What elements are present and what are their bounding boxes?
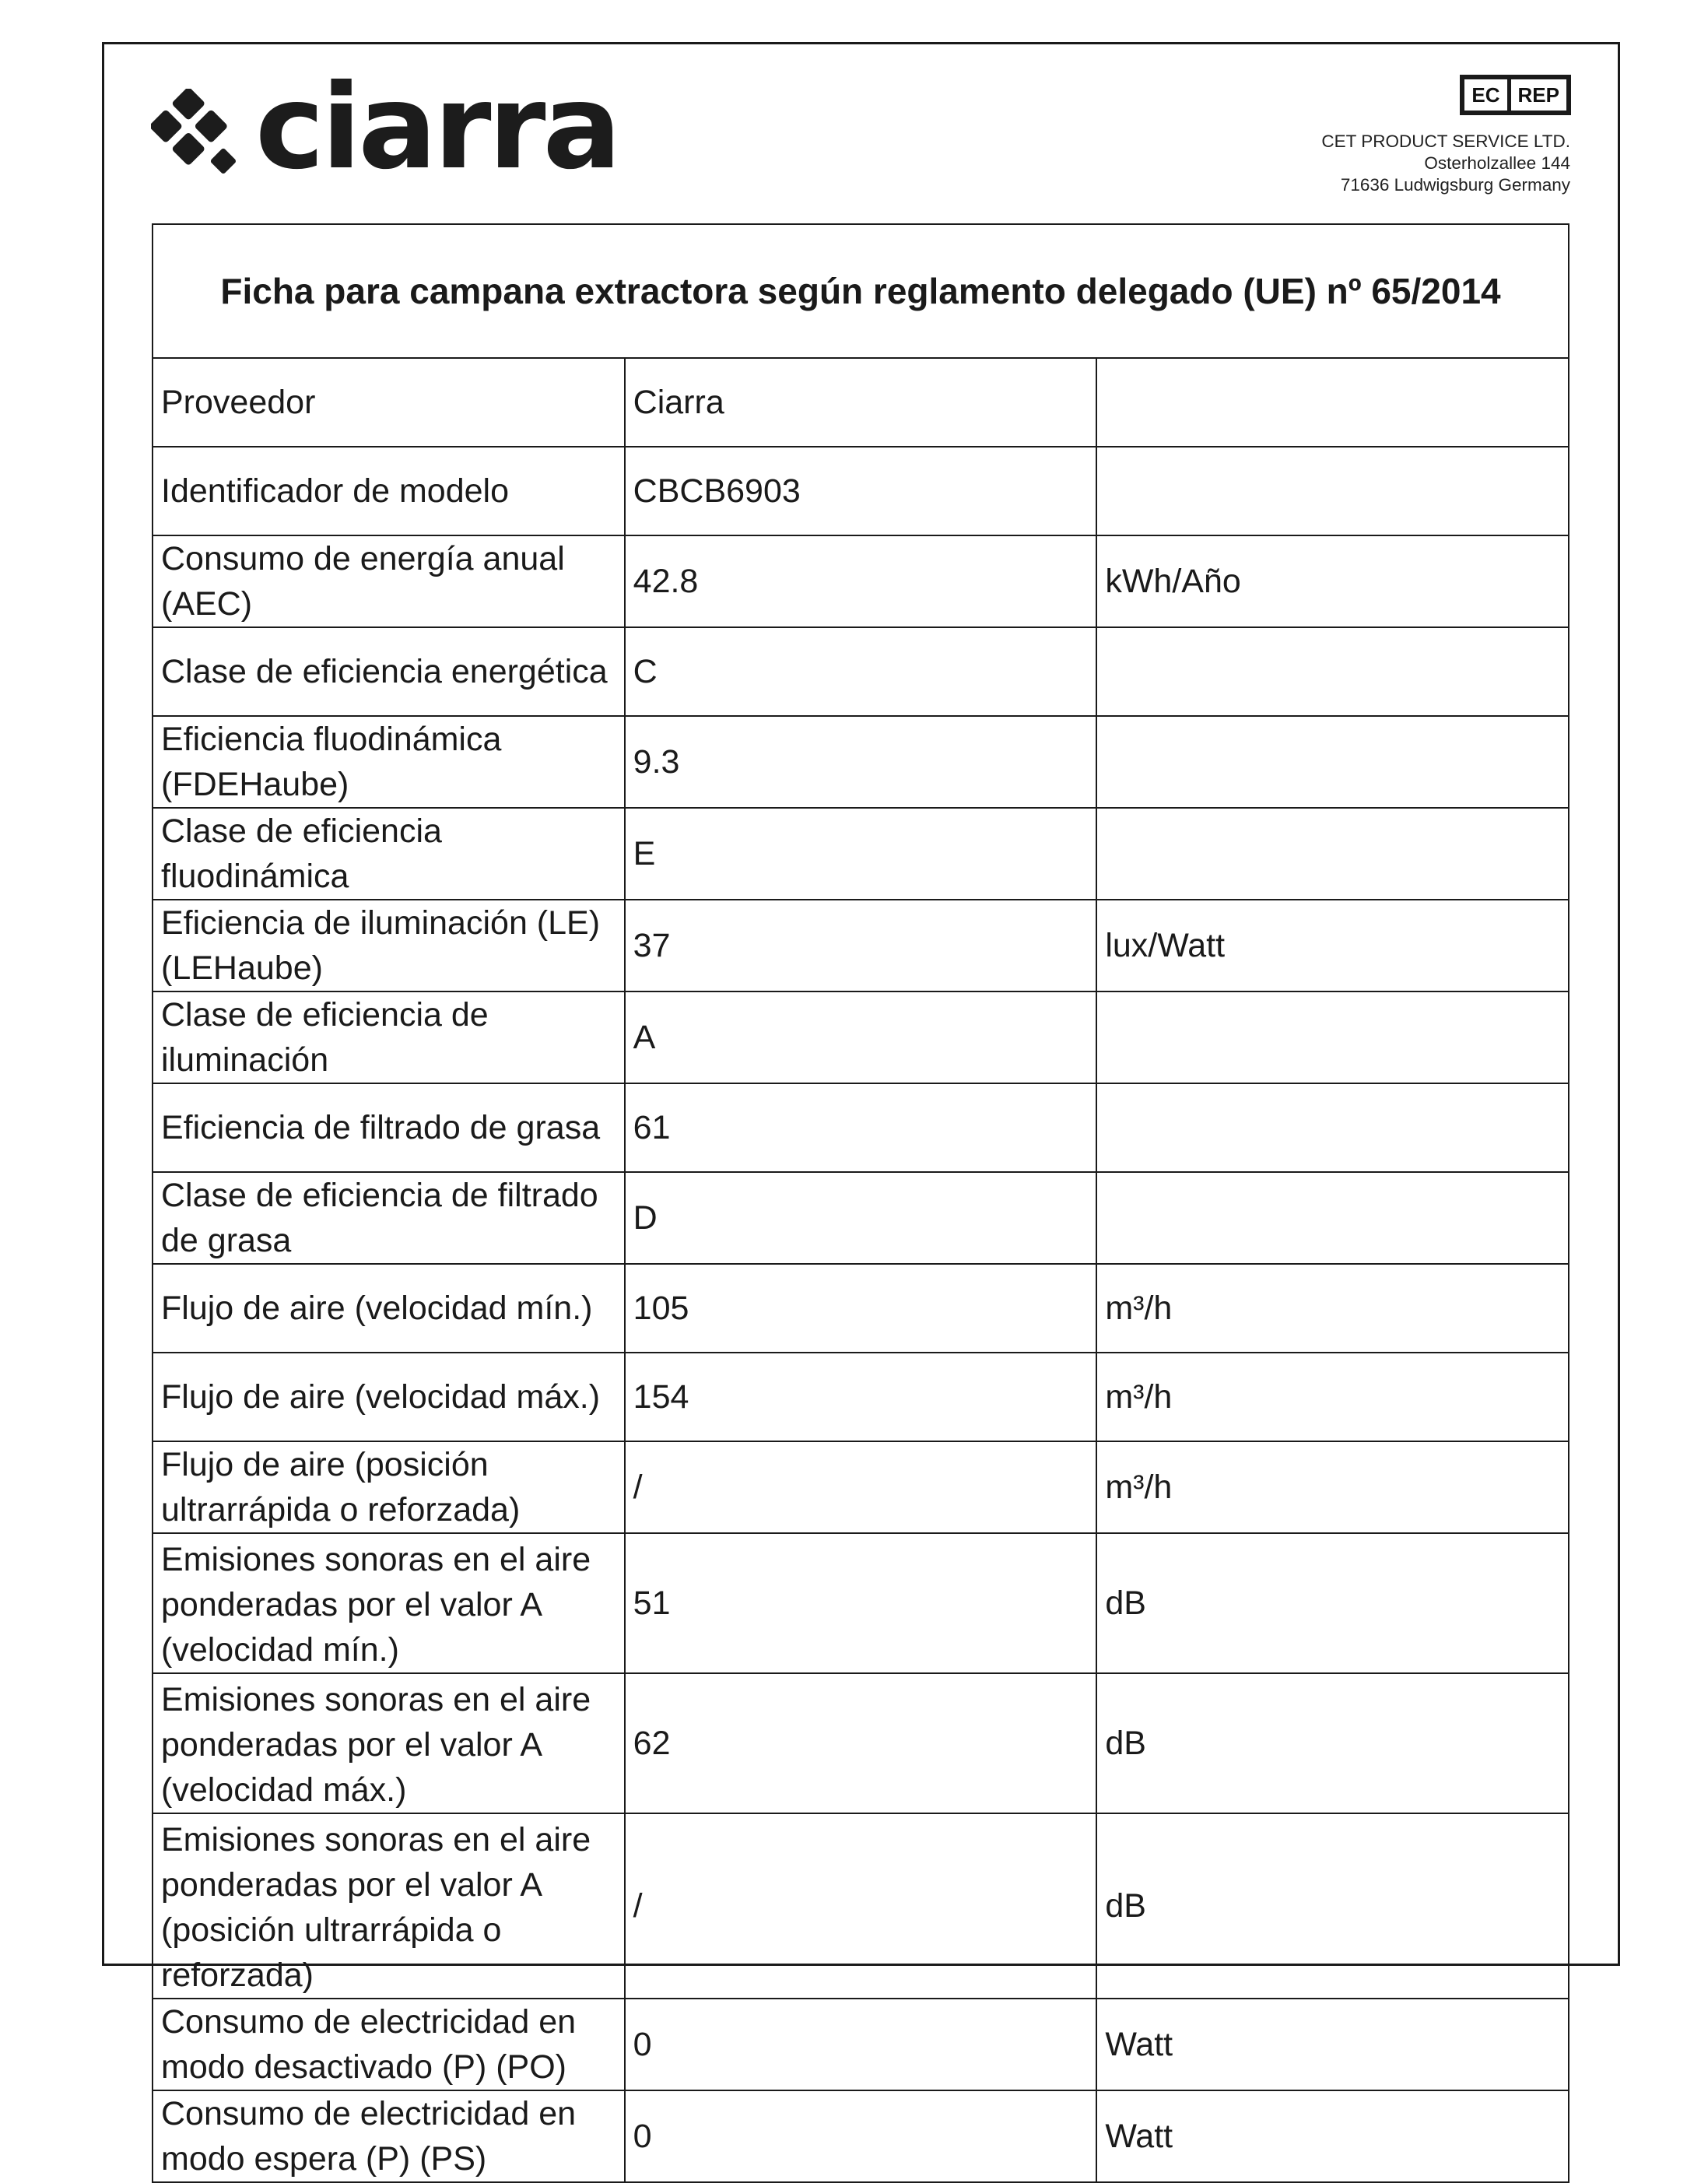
table-row [153,1172,1569,1264]
row-value: 62 [625,1673,1097,1813]
row-unit: dB [1096,1533,1569,1673]
table-row [153,627,1569,716]
table-row [153,1533,1569,1673]
brand-name: ciarra [255,60,619,195]
row-unit: dB [1096,1673,1569,1813]
product-fiche-table [152,223,1569,2183]
row-label: Emisiones sonoras en el aire ponderadas por el valor A (velocidad mín.) [153,1533,625,1673]
row-unit [1096,808,1569,900]
table-row [153,447,1569,535]
rep-label: REP [1517,82,1559,107]
row-unit: kWh/Año [1096,535,1569,627]
table-row [153,1813,1569,1999]
table-row [153,1441,1569,1533]
row-unit: m³/h [1096,1441,1569,1533]
table-row [153,535,1569,627]
rep-street: Osterholzallee 144 [1424,153,1570,173]
row-unit [1096,1172,1569,1264]
table-row [153,716,1569,808]
row-label: Emisiones sonoras en el aire ponderadas por el valor A (posición ultrarrápida o reforzada) [153,1813,625,1999]
row-label: Eficiencia de filtrado de grasa [153,1083,625,1172]
row-value: 0 [625,2090,1097,2182]
row-value: / [625,1441,1097,1533]
row-value: C [625,627,1097,716]
row-label: Consumo de electricidad en modo desactivado (P) (PO) [153,1999,625,2090]
row-unit: lux/Watt [1096,900,1569,991]
row-unit [1096,716,1569,808]
row-label: Emisiones sonoras en el aire ponderadas por el valor A (velocidad máx.) [153,1673,625,1813]
row-unit: m³/h [1096,1353,1569,1441]
row-value: 105 [625,1264,1097,1353]
ec-rep-address [1321,131,1570,196]
table-row [153,1999,1569,2090]
row-value: 51 [625,1533,1097,1673]
row-value: 154 [625,1353,1097,1441]
table-row [153,358,1569,447]
row-value: CBCB6903 [625,447,1097,535]
row-label: Clase de eficiencia de iluminación [153,991,625,1083]
row-unit: Watt [1096,1999,1569,2090]
row-label: Clase de eficiencia energética [153,627,625,716]
row-label: Proveedor [153,358,625,447]
row-value: 0 [625,1999,1097,2090]
table-row [153,2090,1569,2182]
row-unit: Watt [1096,2090,1569,2182]
table-row [153,1353,1569,1441]
row-label: Eficiencia fluodinámica (FDEHaube) [153,716,625,808]
row-unit [1096,991,1569,1083]
brand-logo [151,60,619,195]
row-value: Ciarra [625,358,1097,447]
row-label: Clase de eficiencia de filtrado de grasa [153,1172,625,1264]
row-unit [1096,447,1569,535]
table-row [153,1083,1569,1172]
row-value: D [625,1172,1097,1264]
row-value: 37 [625,900,1097,991]
row-label: Consumo de electricidad en modo espera (P) (PS) [153,2090,625,2182]
row-unit [1096,358,1569,447]
row-label: Clase de eficiencia fluodinámica [153,808,625,900]
row-unit: m³/h [1096,1264,1569,1353]
row-label: Flujo de aire (posición ultrarrápida o reforzada) [153,1441,625,1533]
row-label: Flujo de aire (velocidad máx.) [153,1353,625,1441]
table-row [153,1264,1569,1353]
row-unit [1096,1083,1569,1172]
row-value: E [625,808,1097,900]
table-title: Ficha para campana extractora según reglamento delegado (UE) nº 65/2014 [153,224,1569,358]
table-row [153,991,1569,1083]
rep-city: 71636 Ludwigsburg Germany [1340,175,1570,195]
row-label: Identificador de modelo [153,447,625,535]
table-row [153,808,1569,900]
rep-company: CET PRODUCT SERVICE LTD. [1321,132,1570,151]
row-unit: dB [1096,1813,1569,1999]
row-label: Flujo de aire (velocidad mín.) [153,1264,625,1353]
row-value: 61 [625,1083,1097,1172]
row-value: 9.3 [625,716,1097,808]
row-value: / [625,1813,1097,1999]
row-unit [1096,627,1569,716]
row-label: Eficiencia de iluminación (LE) (LEHaube) [153,900,625,991]
row-value: 42.8 [625,535,1097,627]
ec-label: EC [1464,79,1510,111]
table-row [153,900,1569,991]
table-row [153,1673,1569,1813]
ec-rep-badge [1460,75,1571,115]
row-value: A [625,991,1097,1083]
row-label: Consumo de energía anual (AEC) [153,535,625,627]
ciarra-logo-icon [151,89,238,176]
